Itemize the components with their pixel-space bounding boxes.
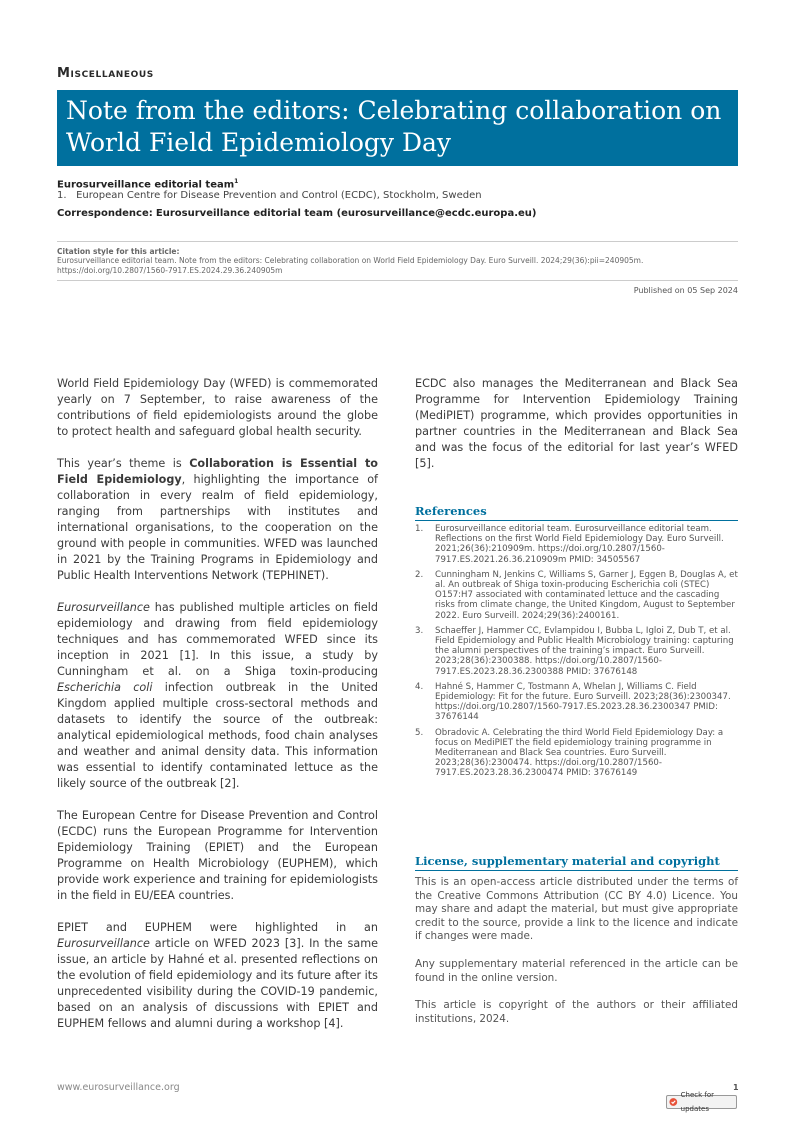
- text-run: article on WFED 2023 [3]. In the same issue, an article by Hahné et al. presented reflections on the evolution of field epidemiology and its future after its unprecedented visibility during the COVID-19 pandemic, based on an analysis of discussions with EPIET and EUPHEM fellows and alumni during a workshop [4].: [57, 937, 378, 1030]
- reference-item: [415, 626, 738, 677]
- correspondence-email[interactable]: Eurosurveillance editorial team (eurosurveillance@ecdc.europa.eu): [155, 208, 537, 219]
- text-run: has published multiple articles on field epidemiology and drawing from field epidemiology techniques and has commemorated WFED since its inception in 2021 [1]. In this issue, a study by Cunningham et al. on a Shiga toxin-producing: [57, 601, 378, 678]
- species-italic: Escherichia coli: [57, 681, 153, 694]
- license-paragraph: Any supplementary material referenced in the article can be found in the online version.: [415, 957, 738, 984]
- author-affiliation-marker: 1: [234, 178, 239, 185]
- text-run: infection outbreak in the United Kingdom applied multiple cross-sectoral methods and datasets to identify the source of the outbreak: analytical epidemiological methods, food chain analyses and weather and animal density data. This information was essential to identify contaminated lettuce as the likely source of the outbreak [2].: [57, 681, 378, 790]
- reference-item: [415, 570, 738, 621]
- reference-text[interactable]: Obradovic A. Celebrating the third World Field Epidemiology Day: a focus on MediPIET the field epidemiology training programme in Mediterranean and Black Sea countries. Euro Surveill. 2023;28(36):2300474. https://doi.org/10.2807/1560-7917.ES.2023.28.36.2300474 PMID: 37676149: [435, 727, 724, 779]
- reference-item: [415, 682, 738, 723]
- reference-text[interactable]: Schaeffer J, Hammer CC, Evlampidou I, Bubba L, Igloi Z, Dub T, et al. Field Epidemiology and Public Health Microbiology training: capturing the alumni perspectives of the training’s impact. Euro Surveill. 2023;28(36):2300388. https://doi.org/10.2807/1560-7917.ES.2023.28.36.2300388 PMID: 37676148: [435, 625, 734, 677]
- reference-text[interactable]: Eurosurveillance editorial team. Eurosurveillance editorial team. Reflections on the first World Field Epidemiology Day. Euro Surveill. 2021;26(36):210909m. https://doi.org/10.2807/1560-7917.ES.2021.26.36.210909m PMID: 34505567: [435, 524, 724, 565]
- body-left-column: [57, 376, 378, 1048]
- page-number: 1: [733, 1083, 739, 1092]
- crossmark-icon: [669, 1097, 678, 1107]
- reference-text[interactable]: Cunningham N, Jenkins C, Williams S, Garner J, Eggen B, Douglas A, et al. An outbreak of Shiga toxin-producing Escherichia coli (STEC) O157:H7 associated with contaminated lettuce and the cascading risks from climate change, the United Kingdom, August to September 2022. Euro Surveill. 2024;29(36):2400161.: [435, 569, 738, 621]
- text-run: This year’s theme is: [57, 457, 190, 470]
- correspondence: [57, 208, 536, 219]
- paragraph: [57, 600, 378, 792]
- journal-name-italic: Eurosurveillance: [57, 601, 150, 614]
- references-heading: References: [415, 504, 738, 521]
- text-run: EPIET and EUPHEM were highlighted in an: [57, 921, 378, 934]
- check-for-updates-button[interactable]: [666, 1091, 737, 1113]
- paragraph: ECDC also manages the Mediterranean and Black Sea Programme for Intervention Epidemiology Training (MediPIET) programme, which provides opportunities in partner countries in the Mediterranean and Black Sea and was the focus of the editorial for last year’s WFED [5].: [415, 377, 738, 470]
- license-paragraph: This article is copyright of the authors or their affiliated institutions, 2024.: [415, 999, 738, 1025]
- author-name: Eurosurveillance editorial team: [57, 179, 235, 191]
- author-line: [57, 178, 238, 190]
- reference-number: 2.: [415, 569, 424, 580]
- reference-number: 4.: [415, 681, 424, 692]
- reference-number: 3.: [415, 625, 424, 636]
- paragraph: [57, 456, 378, 584]
- theme-bold: Collaboration is Essential to Field Epidemiology: [57, 457, 378, 486]
- license-heading: License, supplementary material and copyright: [415, 854, 738, 871]
- divider: [57, 241, 738, 242]
- reference-text[interactable]: Hahné S, Hammer C, Tostmann A, Whelan J, Williams C. Field Epidemiology: Fit for the future. Euro Surveill. 2023;28(36):2300347. https://doi.org/10.2807/1560-7917.ES.2023.28.36.2300347 PMID: 37676144: [435, 681, 731, 723]
- reference-item: [415, 728, 738, 779]
- footer-url[interactable]: www.eurosurveillance.org: [57, 1082, 180, 1093]
- citation-label: Citation style for this article:: [57, 247, 180, 256]
- correspondence-label: Correspondence:: [57, 208, 153, 219]
- divider: [57, 280, 738, 281]
- license-body: [415, 876, 738, 1040]
- references-list: [415, 524, 738, 784]
- paragraph: World Field Epidemiology Day (WFED) is commemorated yearly on 7 September, to raise awareness of the contributions of field epidemiologists around the globe to protect health and safeguard global health security.: [57, 377, 378, 438]
- published-date: Published on 05 Sep 2024: [633, 286, 738, 295]
- license-paragraph: This is an open-access article distributed under the terms of the Creative Commons Attribution (CC BY 4.0) Licence. You may share and adapt the material, but must give appropriate credit to the source, provide a link to the licence and indicate if changes were made.: [415, 876, 738, 943]
- journal-name-italic: Eurosurveillance: [57, 937, 150, 950]
- text-run: , highlighting the importance of collaboration in every realm of field epidemiology, ranging from partnerships with institutes and international organisations, to the cooperation on the ground with people in communities. WFED was launched in 2021 by the Training Programs in Epidemiology and Public Health Interventions Network (TEPHINET).: [57, 473, 378, 582]
- title-banner: [57, 90, 738, 166]
- paragraph: [57, 920, 378, 1032]
- reference-number: 5.: [415, 727, 424, 738]
- reference-item: [415, 524, 738, 565]
- article-title: Note from the editors: Celebrating collaboration on World Field Epidemiology Day: [66, 96, 722, 157]
- body-right-column: [415, 376, 738, 488]
- check-for-updates-label: Check for updates: [680, 1091, 715, 1113]
- section-label: Miscellaneous: [57, 66, 154, 81]
- paragraph: The European Centre for Disease Prevention and Control (ECDC) runs the European Programme for Intervention Epidemiology Training (EPIET) and the European Programme on Health Microbiology (EUPHEM), which provide work experience and training for epidemiologists in the field in EU/EEA countries.: [57, 809, 378, 902]
- reference-number: 1.: [415, 524, 424, 534]
- citation-text: Eurosurveillance editorial team. Note from the editors: Celebrating collaboration on World Field Epidemiology Day. Euro Surveill. 2024;29(36):pii=240905m. https://doi.org/10.2807/1560-7917.ES.2024.29.36.240905m: [57, 256, 644, 275]
- affiliation: 1. European Centre for Disease Prevention and Control (ECDC), Stockholm, Sweden: [57, 190, 482, 201]
